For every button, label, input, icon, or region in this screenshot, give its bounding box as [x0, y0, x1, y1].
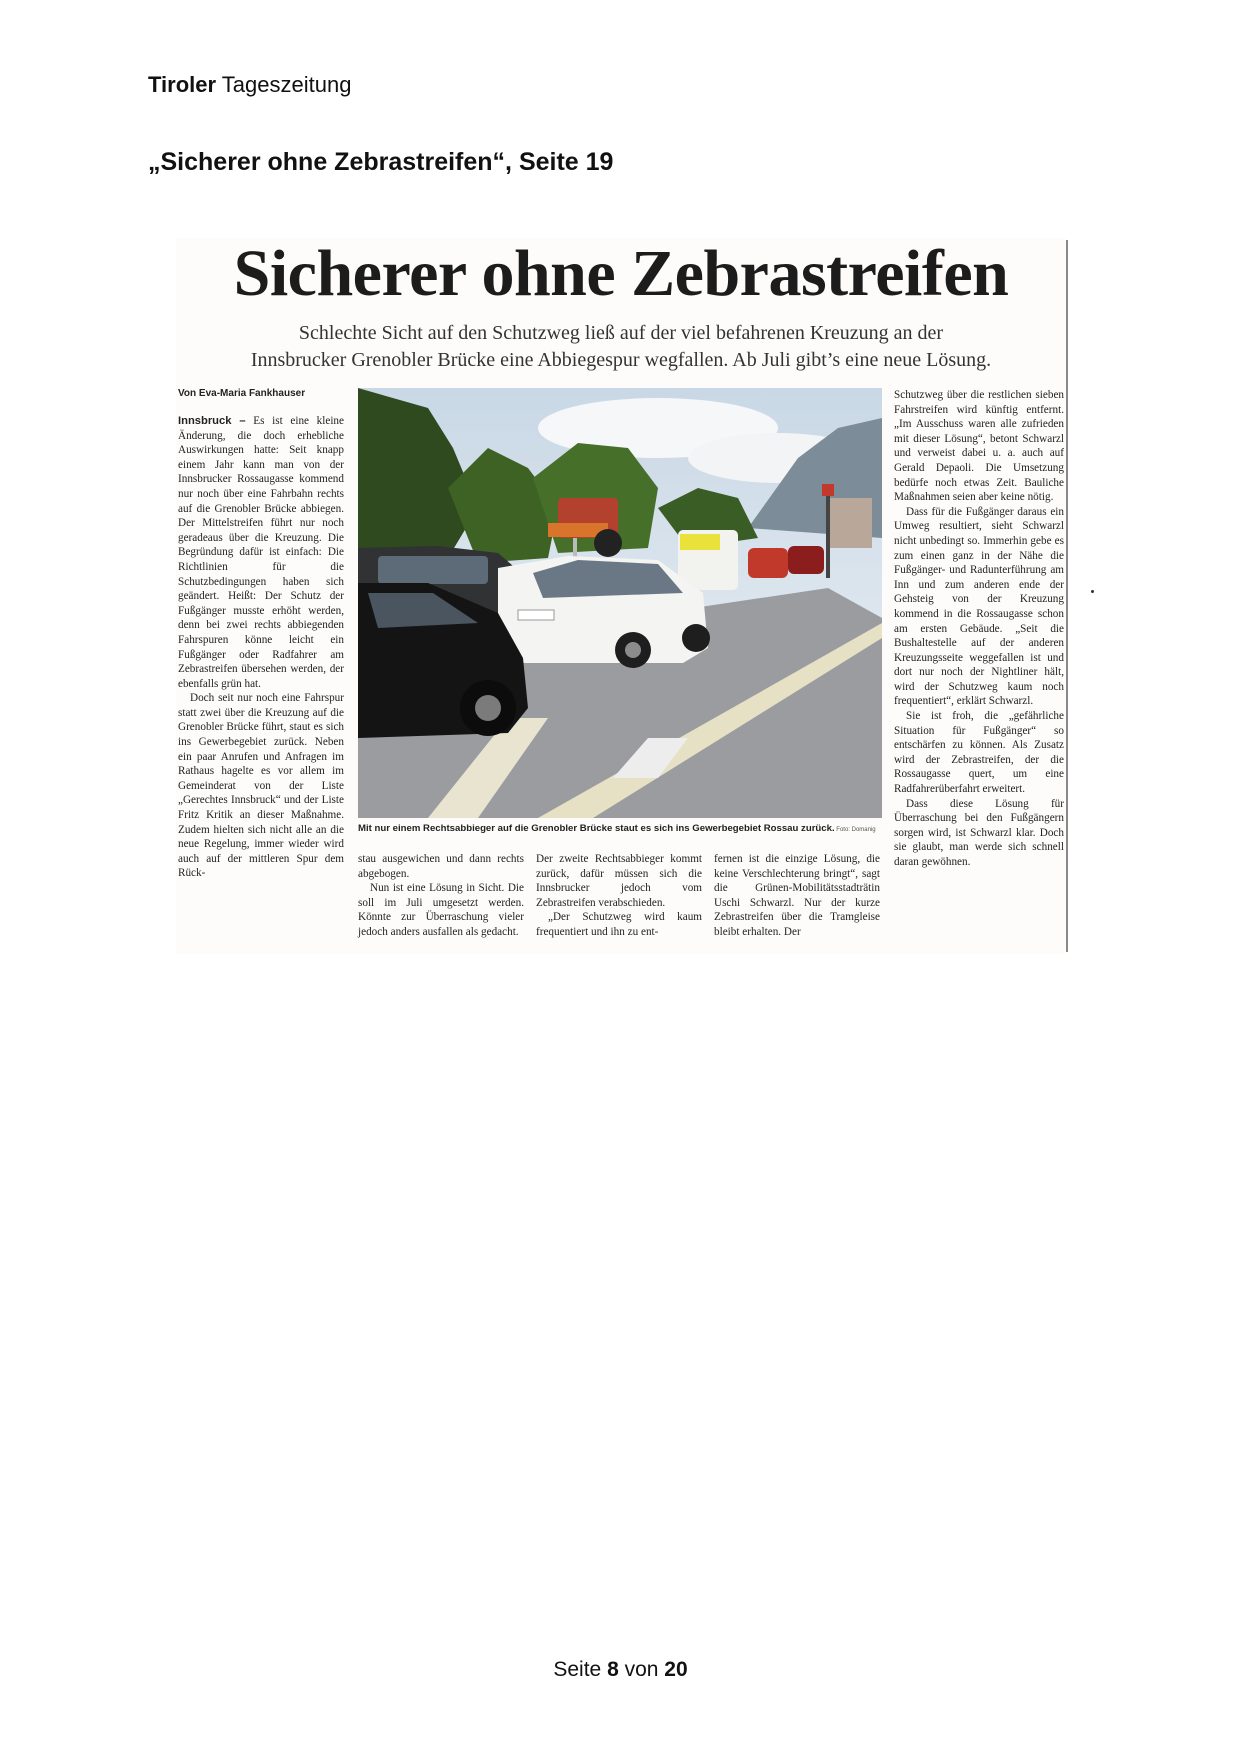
- paragraph: „Der Schutzweg wird kaum frequentiert und ihn zu ent-: [536, 911, 702, 938]
- paragraph: Doch seit nur noch eine Fahrspur statt zwei über die Kreuzung auf die Grenobler Brücke führt, staut es sich ins Gewerbegebiet zurück. Neben ein paar Anrufen und Anfragen im Rathaus hagelte es vor allem im Gemeinderat von der Liste „Gerechtes Innsbruck“ und der Liste Fritz Kritik an dieser Maßnahme. Zudem hielten sich nicht alle an die neue Regelung, immer wieder wird auch auf der mittleren Spur dem Rück-: [178, 692, 344, 880]
- paragraph: Nun ist eine Lösung in Sicht. Die soll im Juli umgesetzt werden. Könnte zur Überraschung vieler jedoch anders ausfallen als gedacht.: [358, 882, 524, 938]
- article-photo: [358, 388, 882, 818]
- article-column-4: [714, 852, 880, 940]
- dateline: Innsbruck –: [178, 415, 246, 427]
- current-page: 8: [607, 1658, 619, 1681]
- page-prefix: Seite: [553, 1658, 608, 1681]
- page-number: [0, 1658, 1241, 1682]
- paragraph: stau ausgewichen und dann rechts abgebogen.: [358, 853, 524, 880]
- document-source: [148, 72, 351, 98]
- scan-dot: [1091, 590, 1094, 593]
- paragraph: [178, 414, 344, 691]
- article-title: Sicherer ohne Zebrastreifen: [233, 237, 1009, 310]
- byline: Von Eva-Maria Fankhauser: [178, 388, 306, 399]
- column-rule: [1066, 240, 1068, 952]
- article-column-2: [358, 852, 524, 940]
- photo-credit: Foto: Domanig: [834, 827, 876, 833]
- source-name-bold: Tiroler: [148, 72, 217, 97]
- total-pages: 20: [664, 1658, 688, 1681]
- document-heading: „Sicherer ohne Zebrastreifen“, Seite 19: [148, 148, 614, 176]
- lead-line-2: Innsbrucker Grenobler Brücke eine Abbiegespur wegfallen. Ab Juli gibt’s eine neue Lösung.: [250, 349, 992, 371]
- lead-line-1: Schlechte Sicht auf den Schutzweg ließ auf der viel befahrenen Kreuzung an der: [298, 322, 944, 344]
- newspaper-clipping: [176, 238, 1066, 954]
- page-middle: von: [618, 1658, 665, 1681]
- article-column-5: [894, 388, 1064, 870]
- photo-caption: [358, 823, 882, 834]
- traffic-jam-photo-icon: [358, 388, 882, 818]
- caption-text: Mit nur einem Rechtsabbieger auf die Grenobler Brücke staut es sich ins Gewerbegebiet Rossau zurück.: [358, 823, 835, 834]
- paragraph-text: Es ist eine kleine Änderung, die doch erhebliche Auswirkungen hatte: Seit knapp einem Jahr kann man von der Innsbrucker Rossaugasse kommend nur noch über eine Fahrbahn rechts auf die Grenobler Brücke abbiegen. Der Mittelstreifen führt nur noch geradeaus über die Kreuzung. Die Begründung dafür ist einfach: Die Richtlinien für die Schutzbedingungen haben sich geändert. Heißt: Der Schutz der Fußgänger musste erhöht werden, denn bei zwei rechts abbiegenden Fahrspuren könne leicht ein Fußgänger oder Radfahrer am Zebrastreifen übersehen werden, der ebenfalls grün hat.: [178, 415, 344, 690]
- paragraph: Dass für die Fußgänger daraus ein Umweg resultiert, sieht Schwarzl nicht unbedingt so. Immerhin gebe es zum einen ganz in der Nähe die Fußgänger- und Radunterführung am Inn und zum anderen ende der Gehsteig von der Kreuzung kommend in die Rossaugasse schon am ersten Gebäude. „Seit die Bushaltestelle auf der anderen Kreuzungsseite weggefallen ist und dort nur noch der Nightliner hält, wird der Schutzweg kaum noch frequentiert“, erklärt Schwarzl.: [894, 505, 1064, 708]
- paragraph: fernen ist die einzige Lösung, die keine Verschlechterung bringt“, sagt die Grünen-Mobilitätsstadträtin Uschi Schwarzl. Nur der kurze Zebrastreifen über die Tramgleise bleibt erhalten. Der: [714, 853, 880, 938]
- paragraph: Der zweite Rechtsabbieger kommt zurück, dafür müssen sich die Innsbrucker jedoch vom Zebrastreifen verabschieden.: [536, 853, 702, 909]
- article-lead: [176, 320, 1066, 374]
- paragraph: Dass diese Lösung für Überraschung bei den Fußgängern sorgen wird, ist Schwarzl klar. Doch sie glaubt, man werde sich schnell daran gewöhnen.: [894, 797, 1064, 868]
- source-name-rest: Tageszeitung: [216, 72, 352, 97]
- paragraph: Sie ist froh, die „gefährliche Situation für Fußgänger“ so entschärfen zu können. Als Zusatz wird der Zebrastreifen, der die Rossaugasse quert, um eine Radfahrerüberfahrt erweitert.: [894, 710, 1064, 796]
- paragraph: Schutzweg über die restlichen sieben Fahrstreifen wird künftig entfernt. „Im Ausschuss waren alle zufrieden mit dieser Lösung“, betont Schwarzl und verweist dabei u. a. auch auf Gerald Depaoli. Die Umsetzung bedürfe noch etwas Zeit. Bauliche Maßnahmen seien aber keine nötig.: [894, 389, 1064, 504]
- article-column-3: [536, 852, 702, 940]
- article-column-1: [178, 414, 344, 881]
